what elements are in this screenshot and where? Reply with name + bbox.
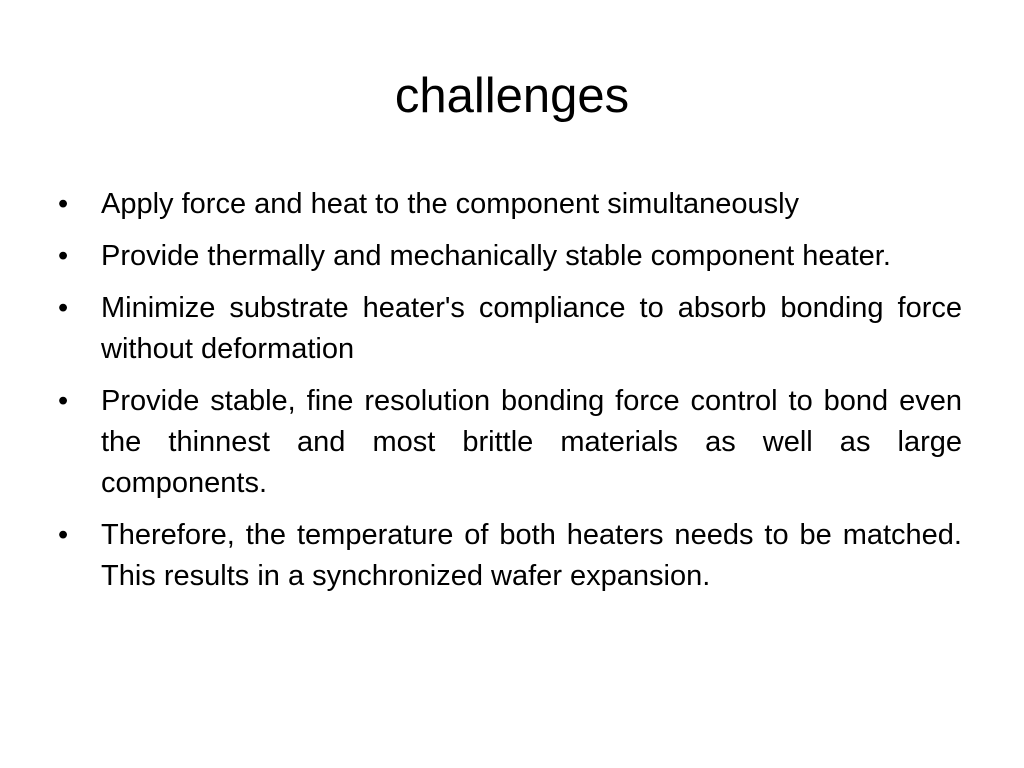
bullet-icon: • [58, 240, 69, 272]
bullet-icon: • [58, 385, 69, 417]
bullet-text: Apply force and heat to the component simultaneously [101, 188, 800, 220]
bullet-list [58, 184, 962, 608]
bullet-text: Minimize substrate heater's compliance to absorb bonding force without deformation [101, 292, 962, 365]
bullet-text: Provide stable, fine resolution bonding force control to bond even the thinnest and most brittle materials as well as large components. [101, 385, 962, 499]
bullet-icon: • [58, 188, 69, 220]
bullet-item [58, 381, 962, 504]
bullet-item [58, 288, 962, 370]
bullet-icon: • [58, 519, 69, 551]
bullet-item [58, 184, 962, 225]
bullet-text: Provide thermally and mechanically stable component heater. [101, 240, 891, 272]
bullet-icon: • [58, 292, 69, 324]
bullet-item [58, 515, 962, 597]
bullet-text: Therefore, the temperature of both heaters needs to be matched. This results in a synchronized wafer expansion. [101, 519, 962, 592]
slide-title: challenges [394, 69, 630, 123]
bullet-item [58, 236, 962, 277]
